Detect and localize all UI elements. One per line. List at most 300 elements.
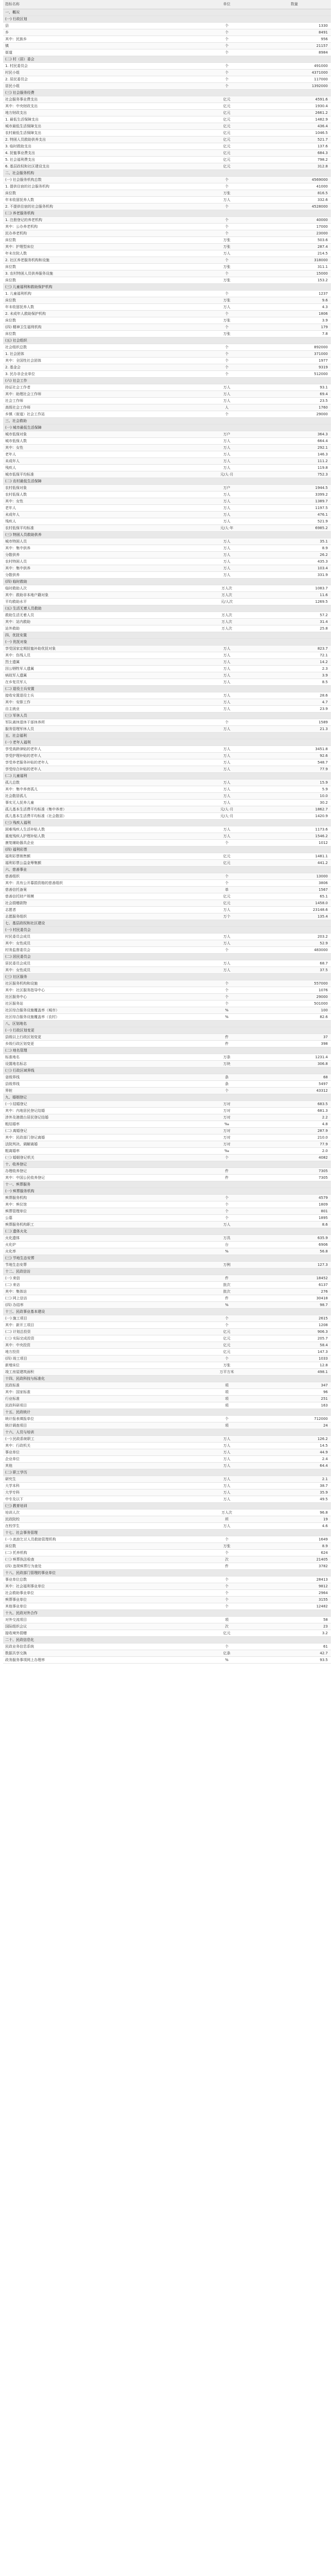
cell-value: 398 [321,1042,328,1046]
table-row [3,1577,331,1583]
cell-name: 病故军人遗属 [5,673,27,677]
table-row [3,83,331,90]
cell-value: 251 [321,1397,328,1401]
cell-value: 287.9 [317,1129,328,1133]
cell-unit: 万对 [223,1109,230,1113]
cell-unit: 万人 [223,573,230,577]
table-row [3,1556,331,1563]
cell-unit: 个 [225,1156,229,1160]
cell-unit [196,56,258,62]
cell-name: 孤儿基本生活费平均标准（社会散居） [5,814,66,818]
cell-name: (二) 居民委员会 [5,955,31,959]
cell-value: 210.0 [317,1136,328,1140]
cell-name: 床位数 [5,318,16,323]
header-value: 数量 [291,2,298,6]
cell-unit: 万对 [223,1102,230,1106]
cell-unit: 个 [225,24,229,28]
table-row [3,217,331,224]
cell-unit: 万张 [223,238,230,242]
cell-unit: 万张 [223,318,230,323]
table-row [3,49,331,56]
cell-value [258,1228,331,1234]
cell-value: 8491 [319,30,328,35]
cell-unit: 个 [225,352,229,356]
cell-name: 法院判决、调解离婚 [5,1142,38,1146]
table-row [3,813,331,820]
section-row [3,284,331,291]
cell-value: 56.8 [320,1249,328,1253]
table-row [3,43,331,49]
table-row [3,1550,331,1556]
cell-unit [196,1161,258,1167]
cell-unit: 个 [225,1089,229,1093]
cell-name: 事实无人抚养儿童 [5,801,34,805]
cell-value [258,170,331,176]
cell-unit: 个 [225,312,229,316]
table-body [3,9,331,1664]
cell-name: (三) 残疾人福利 [5,821,31,825]
cell-unit: 个 [225,77,229,81]
table-row [3,1443,331,1449]
table-row [3,1175,331,1181]
cell-value: 548.7 [317,760,328,765]
cell-unit [196,16,258,22]
cell-name: 界桩 [5,1089,12,1093]
cell-name: 街道 [5,50,12,55]
section-row [3,1268,331,1275]
table-row [3,224,331,230]
cell-unit: 万人 [223,1437,230,1441]
cell-unit [196,532,258,538]
section-row [3,733,331,739]
cell-name: 救助生活无着人员 [5,613,34,617]
cell-value: 23.5 [320,399,328,403]
cell-value: 96.8 [320,1511,328,1515]
cell-name: 民办养老机构 [5,231,27,235]
cell-unit [196,739,258,745]
cell-value: 1330 [319,24,328,28]
table-row [3,391,331,398]
cell-unit [196,210,258,216]
cell-unit: 元/人·月 [220,807,233,811]
table-row [3,150,331,157]
table-row [3,505,331,512]
cell-value [258,478,331,484]
table-row [3,1262,331,1268]
cell-name: 孤儿基本生活费平均标准（集中养育） [5,807,66,811]
cell-unit [196,773,258,779]
cell-value [258,1530,331,1536]
cell-name: (二) 职工学历 [5,1470,27,1475]
section-row [3,639,331,646]
table-row [3,1543,331,1550]
cell-name: 居民委员会成员 [5,961,30,965]
header-unit: 单位 [223,2,230,6]
cell-name: 对外交流项目 [5,1618,27,1622]
cell-unit: 个 [225,1002,229,1006]
cell-value: 287.4 [317,245,328,249]
table-row [3,1001,331,1007]
section-row [3,1610,331,1617]
cell-unit: 万人 [223,439,230,443]
table-row [3,498,331,505]
cell-value [258,1161,331,1167]
table-row [3,1449,331,1456]
table-row [3,1007,331,1014]
table-row [3,913,331,920]
cell-unit: % [225,1008,229,1012]
table-row [3,29,331,36]
table-row [3,1248,331,1255]
table-row [3,934,331,940]
table-row [3,1476,331,1483]
cell-unit: 个 [225,1316,229,1320]
cell-value: 127.3 [317,1263,328,1267]
cell-unit: 万对 [223,1115,230,1120]
cell-name: 年末在院人数 [5,251,27,256]
cell-name: 其中：集体访 [5,1290,27,1294]
cell-name: 火化率 [5,1249,16,1253]
cell-name: 烈士遗属 [5,660,20,664]
table-row [3,672,331,679]
cell-value: 491000 [314,64,328,68]
table-row [3,1034,331,1041]
cell-unit: 万人 [223,392,230,396]
cell-name: (三) 行政区域界线 [5,1069,35,1073]
cell-unit: 万对 [223,1129,230,1133]
cell-value: 68 [323,1075,328,1079]
cell-value: 1589 [319,720,328,724]
cell-name: 其中：民政部门登记离婚 [5,1136,45,1140]
cell-name: 其中：集中养育孤儿 [5,787,38,791]
cell-name: 其中：站内救助 [5,620,30,624]
cell-unit: 万人 [223,1497,230,1501]
table-row [3,70,331,76]
cell-name: 新增床位 [5,1363,20,1367]
cell-value: 23 [323,1624,328,1629]
table-row [3,351,331,358]
table-row [3,1195,331,1201]
cell-name: 残疾人 [5,466,16,470]
cell-unit [196,425,258,431]
section-row [3,425,331,431]
cell-value: 3451.8 [315,747,328,751]
cell-unit [196,1255,258,1261]
cell-unit [196,9,258,15]
cell-unit [196,1228,258,1234]
cell-unit [196,1530,258,1536]
cell-value [258,867,331,873]
table-row [3,1590,331,1597]
cell-name: 福利彩票公益金筹集额 [5,861,41,865]
table-row [3,833,331,840]
cell-value: 19 [323,1517,328,1521]
cell-value: 1173.6 [315,827,328,832]
cell-unit: 个 [225,841,229,845]
cell-name: (三) 社区服务 [5,975,27,979]
cell-value: 503.6 [317,238,328,242]
cell-unit [196,713,258,719]
cell-value: 8.6 [322,1223,328,1227]
section-row [3,1469,331,1476]
cell-unit: 万人 [223,1444,230,1448]
cell-unit: 项 [225,1390,229,1394]
table-row [3,806,331,813]
cell-name: 农村低保对象 [5,486,27,490]
cell-name: 殡葬服务机构 [5,1196,27,1200]
table-row [3,445,331,451]
table-row [3,317,331,324]
table-row [3,1416,331,1422]
cell-name: 残疾人 [5,519,16,523]
cell-value: 8984 [319,50,328,55]
cell-value: 4.8 [322,1122,328,1126]
cell-unit: 万人 [223,466,230,470]
table-header [3,0,331,9]
cell-value: 111.2 [317,459,328,463]
table-row [3,1396,331,1402]
table-row [3,619,331,625]
cell-name: 临时救助人次 [5,586,27,590]
table-row [3,1295,331,1302]
cell-unit: 所 [225,1517,229,1521]
section-row [3,90,331,96]
cell-name: 十四、民政科技与标准化 [5,1377,45,1381]
cell-value: 68.7 [320,961,328,965]
cell-name: 十三、民政事业基本建设 [5,1310,45,1314]
cell-unit [196,1409,258,1415]
cell-value: 1237 [319,292,328,296]
table-row [3,1516,331,1523]
cell-name: (一) 施工项目 [5,1316,27,1320]
cell-name: 火化炉 [5,1243,16,1247]
cell-name: 其中：新开工项目 [5,1323,34,1327]
cell-name: 康复辅助器具企业 [5,841,34,845]
cell-value: 2.0 [322,1149,328,1153]
cell-unit: 个 [225,1645,229,1649]
cell-name: 乡级行政区划变更 [5,1042,34,1046]
table-row [3,1061,331,1067]
table-row [3,190,331,197]
table-row [3,358,331,364]
cell-value [258,378,331,384]
section-row [3,605,331,612]
cell-value: 103.4 [317,566,328,570]
cell-value: 3782 [319,1564,328,1568]
table-row [3,163,331,170]
cell-value [258,1309,331,1315]
cell-unit: 件 [225,1176,229,1180]
cell-value: 37.5 [320,968,328,972]
section-row [3,686,331,692]
cell-value: 4579 [319,1196,328,1200]
cell-unit: 万人 [223,941,230,945]
cell-value [258,1067,331,1074]
cell-name: 中专及以下 [5,1497,23,1501]
cell-name: 床位数 [5,278,16,282]
cell-name: 县级界线 [5,1082,20,1086]
cell-value [258,1409,331,1415]
cell-value: 4371000 [311,71,328,75]
section-row [3,1161,331,1168]
section-row [3,927,331,934]
cell-value: 72.1 [320,653,328,657]
table-row [3,1496,331,1503]
cell-unit: 个 [225,1323,229,1327]
cell-unit: 个 [225,365,229,369]
table-row [3,1235,331,1242]
cell-unit: 个 [225,178,229,182]
cell-name: 其中：国家标准 [5,1390,30,1394]
cell-unit: 万人 [223,935,230,939]
cell-name: (一) 民政系统职工 [5,1437,35,1441]
table-row [3,699,331,706]
cell-value: 1458.0 [315,901,328,905]
cell-name: 七、基层政权和社区建设 [5,921,45,925]
cell-name: 重度残疾人护理补贴人数 [5,834,45,838]
cell-name: 农村低保人数 [5,493,27,497]
section-row [3,378,331,384]
cell-name: 其中：助理社会工作师 [5,392,41,396]
section-row [3,1021,331,1027]
cell-value: 146.3 [317,452,328,456]
table-row [3,538,331,545]
cell-name: 享受护理补贴的老年人 [5,754,41,758]
table-row [3,451,331,458]
cell-name: 省级界线 [5,1075,20,1079]
table-row [3,786,331,793]
cell-name: 民政科研项目 [5,1403,27,1408]
cell-value: 635.9 [317,1236,328,1240]
cell-unit: 万人 [223,827,230,832]
cell-value: 1420.9 [315,814,328,818]
cell-name: 居民小组 [5,84,20,88]
cell-unit: 万人 [223,794,230,798]
cell-value: 29000 [316,412,328,416]
table-row [3,1275,331,1282]
cell-unit: 亿元 [223,117,230,122]
cell-name: 老年人 [5,506,16,510]
cell-unit: 亿元 [223,158,230,162]
cell-name: 殡葬管理单位 [5,1209,27,1213]
cell-value: 4.3 [322,305,328,309]
cell-unit: 万人 [223,1457,230,1461]
cell-value: 4569000 [311,178,328,182]
cell-value: 17000 [316,225,328,229]
cell-value: 1649 [319,1537,328,1541]
table-row [3,257,331,264]
table-row [3,331,331,337]
table-row [3,411,331,418]
cell-name: 粗结婚率 [5,1122,20,1126]
cell-name: 社会散居孤儿 [5,794,27,798]
cell-unit: 亿元 [223,1336,230,1341]
cell-value [258,1027,331,1033]
cell-name: 床位数 [5,298,16,302]
cell-unit: 个 [225,225,229,229]
cell-unit: 万人 [223,693,230,698]
cell-unit: 个 [225,1209,229,1213]
cell-name: 享受养老服务补贴的老年人 [5,760,48,765]
cell-value [258,1094,331,1100]
cell-value: 6985.2 [315,526,328,530]
cell-value: 276 [321,1290,328,1294]
cell-value [258,1021,331,1027]
cell-unit: 个 [225,1604,229,1608]
table-row [3,753,331,759]
cell-name: (二) 托养机构 [5,1551,27,1555]
cell-name: 事业单位 [5,1450,20,1454]
cell-name: 社会服务事业费支出 [5,97,38,101]
cell-value: 1567 [319,888,328,892]
cell-name: (二) 地名管理 [5,1048,27,1053]
cell-name: 企业单位 [5,1457,20,1461]
cell-unit: 元/人次 [221,600,233,604]
cell-value: 4528000 [311,205,328,209]
cell-unit: 万张 [223,332,230,336]
table-row [3,384,331,391]
cell-name: 其中：行政机关 [5,1444,30,1448]
cell-value: 684.3 [317,151,328,155]
cell-unit: 项 [225,1423,229,1428]
cell-value: 163 [321,1403,328,1408]
cell-unit: 亿元 [223,138,230,142]
cell-value: 29000 [316,995,328,999]
cell-unit: 个 [225,1591,229,1595]
cell-name: (二) 退役士兵安置 [5,687,35,691]
cell-name: 其中：中央投资 [5,1343,30,1347]
cell-value: 26.2 [320,553,328,557]
cell-name: 1. 村民委员会 [5,64,28,68]
cell-name: 十五、民政统计 [5,1410,30,1414]
table-row [3,592,331,599]
cell-unit: 万人 [223,747,230,751]
cell-value: 318000 [314,258,328,262]
table-row [3,492,331,498]
cell-unit: 万人 [223,546,230,550]
cell-unit: 个 [225,988,229,992]
cell-name: 二、社会服务机构 [5,171,34,175]
cell-value [258,1268,331,1275]
cell-value: 21.3 [320,727,328,731]
table-row [3,177,331,183]
cell-name: 床位数 [5,238,16,242]
cell-name: 2. 社区养老服务机构和设施 [5,258,49,262]
cell-unit: 万张 [223,191,230,195]
cell-name: 其中：全国性社会团体 [5,359,41,363]
cell-name: 数据共享交换 [5,1651,27,1655]
cell-value [258,532,331,538]
table-row [3,893,331,900]
table-row [3,679,331,686]
cell-unit: 件 [225,1564,229,1568]
cell-unit: 项 [225,1397,229,1401]
table-row [3,652,331,659]
cell-unit: 万人 [223,968,230,972]
cell-unit: 项 [225,1383,229,1387]
cell-unit: 个 [225,881,229,885]
section-row [3,1309,331,1315]
cell-unit: 项 [225,1403,229,1408]
cell-unit: 万人 [223,1490,230,1495]
cell-unit: 件 [225,1035,229,1039]
cell-value [258,579,331,585]
cell-name: 1. 注册登记的养老机构 [5,218,42,222]
table-row [3,465,331,471]
cell-unit [196,1027,258,1033]
cell-value [258,713,331,719]
cell-name: (六) 社会工作 [5,379,27,383]
